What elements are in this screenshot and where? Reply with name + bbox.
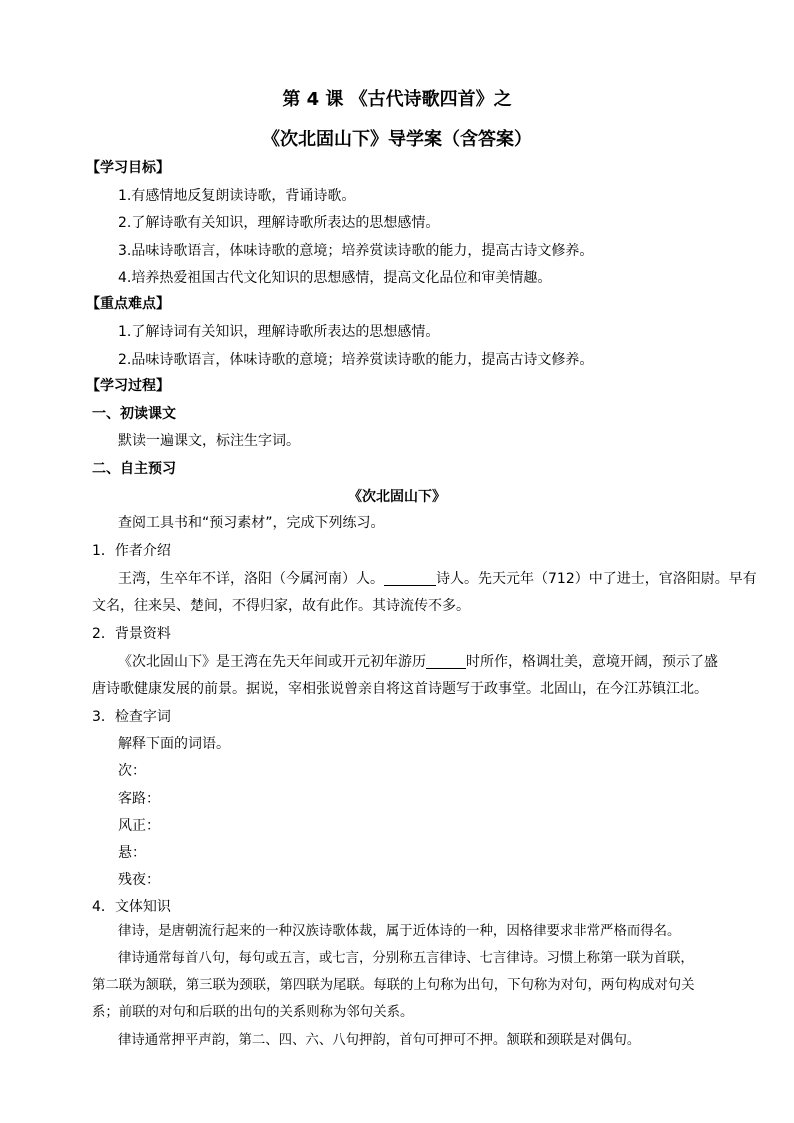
key-point-item: 1.了解诗词有关知识，理解诗歌所表达的思想感情。	[118, 324, 440, 340]
genre-paragraph-2	[92, 945, 704, 1026]
words-heading: 3．检查字词	[92, 709, 171, 725]
genre-heading: 4．文体知识	[92, 899, 171, 915]
background-text-part-b: 时所作，格调壮美，意境开阔，预示了盛	[466, 654, 718, 670]
word-item: 风正：	[118, 818, 160, 834]
fill-blank[interactable]	[426, 654, 466, 669]
author-text-part-b: 诗人。先天元年（712）中了进士，官洛阳尉。早有	[436, 571, 757, 587]
key-points-heading: 【重点难点】	[86, 296, 170, 312]
objective-item: 1.有感情地反复朗读诗歌，背诵诗歌。	[118, 188, 356, 204]
title-line-1: 第 4 课 《古代诗歌四首》之	[282, 89, 512, 110]
genre-paragraph-1	[92, 918, 704, 945]
genre-paragraph-2-text: 律诗通常每首八句，每句或五言，或七言，分别称五言律诗、七言律诗。习惯上称第一联为首联，第二联为颔联，第三联为颈联，第四联为尾联。每联的上句称为出句，下句称为对句，两句构成对句关系；前联的对句和后联的出句的关系则称为邻句关系。	[92, 951, 695, 1020]
objective-item: 4.培养热爱祖国古代文化知识的思想感情，提高文化品位和审美情趣。	[118, 270, 552, 286]
words-instruction: 解释下面的词语。	[118, 736, 230, 752]
process-heading: 【学习过程】	[86, 378, 170, 394]
genre-paragraph-3	[92, 1027, 704, 1054]
part1-heading: 一、初读课文	[92, 406, 176, 422]
author-text-part-a: 王湾，生卒年不详，洛阳（今属河南）人。	[118, 571, 384, 587]
background-text-part-a: 《次北固山下》是王湾在先天年间或开元初年游历	[118, 654, 426, 670]
title-line-2: 《次北固山下》导学案（含答案）	[262, 129, 532, 150]
genre-paragraph-3-text: 律诗通常押平声韵，第二、四、六、八句押韵，首句可押可不押。颔联和颈联是对偶句。	[118, 1033, 641, 1048]
word-item: 残夜：	[118, 872, 160, 888]
author-text-line-1	[118, 569, 757, 589]
word-item: 悬：	[118, 845, 146, 861]
poem-title: 《次北固山下》	[348, 489, 446, 505]
background-heading: 2．背景资料	[92, 626, 171, 642]
word-item: 次：	[118, 763, 146, 779]
fill-blank[interactable]	[384, 571, 436, 586]
objectives-heading: 【学习目标】	[86, 160, 170, 176]
objective-item: 3.品味诗歌语言，体味诗歌的意境；培养赏读诗歌的能力，提高古诗文修养。	[118, 243, 594, 259]
author-text-line-2: 文名，往来吴、楚间，不得归家，故有此作。其诗流传不多。	[92, 598, 470, 614]
objective-item: 2.了解诗歌有关知识，理解诗歌所表达的思想感情。	[118, 215, 440, 231]
background-text-line-2: 唐诗歌健康发展的前景。据说，宰相张说曾亲自将这首诗题写于政事堂。北固山，在今江苏镇江北。	[92, 681, 708, 697]
instruction-text: 查阅工具书和“预习素材”，完成下列练习。	[118, 515, 385, 531]
part1-text: 默读一遍课文，标注生字词。	[118, 433, 300, 449]
part2-heading: 二、自主预习	[92, 461, 176, 477]
author-heading: 1．作者介绍	[92, 543, 171, 559]
key-point-item: 2.品味诗歌语言，体味诗歌的意境；培养赏读诗歌的能力，提高古诗文修养。	[118, 352, 594, 368]
background-text-line-1	[118, 652, 718, 672]
genre-paragraph-1-text: 律诗，是唐朝流行起来的一种汉族诗歌体裁，属于近体诗的一种，因格律要求非常严格而得名。	[118, 924, 681, 939]
word-item: 客路：	[118, 791, 160, 807]
